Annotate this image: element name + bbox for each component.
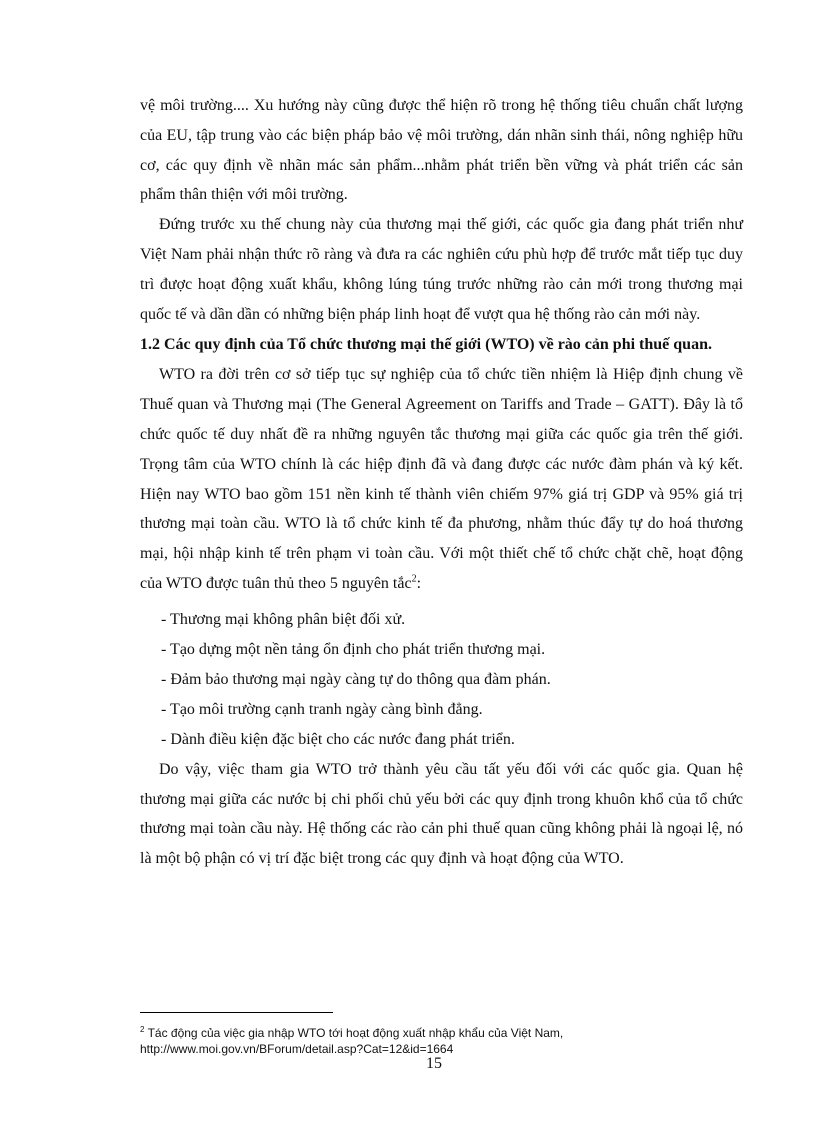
list-item: - Thương mại không phân biệt đối xử. xyxy=(161,610,406,628)
paragraph-developing-countries: Đứng trước xu thế chung này của thương mại thế giới, các quốc gia đang phát triển như Việt Nam phải nhận thức rõ ràng và đưa ra các nghiên cứu phù hợp để trước mắt tiếp tục duy trì được hoạt động xuất khẩu, không lúng túng trước những rào cản mới trong thương mại quốc tế và dần dần có những biện pháp linh hoạt để vượt qua hệ thống rào cản mới này. xyxy=(140,216,743,323)
footnote xyxy=(140,1025,760,1057)
list-item: - Dành điều kiện đặc biệt cho các nước đang phát triển. xyxy=(161,730,515,748)
footnote-title-line xyxy=(140,1025,760,1041)
wto-overview-text: WTO ra đời trên cơ sở tiếp tục sự nghiệp của tổ chức tiền nhiệm là Hiệp định chung về Thuế quan và Thương mại (The General Agreement on Tariffs and Trade – GATT). Đây là tổ chức quốc tế duy nhất đề ra những nguyên tắc thương mại giữa các quốc gia trên thế giới. Trọng tâm của WTO chính là các hiệp định đã và đang được các nước đàm phán và ký kết. Hiện nay WTO bao gồm 151 nền kinh tế thành viên chiếm 97% giá trị GDP và 95% giá trị thương mại toàn cầu. WTO là tổ chức kinh tế đa phương, nhằm thúc đẩy tự do hoá thương mại, hội nhập kinh tế trên phạm vi toàn cầu. Với một thiết chế tổ chức chặt chẽ, hoạt động của WTO được tuân thủ theo 5 nguyên tắc xyxy=(140,366,743,592)
page-number: 15 xyxy=(426,1055,442,1072)
paragraph-environment-trend: vệ môi trường.... Xu hướng này cũng được thể hiện rõ trong hệ thống tiêu chuẩn chất lượng của EU, tập trung vào các biện pháp bảo vệ môi trường, dán nhãn sinh thái, nông nghiệp hữu cơ, các quy định về nhãn mác sản phẩm...nhằm phát triển bền vững và phát triển các sản phẩm thân thiện với môi trường. xyxy=(140,97,743,204)
footnote-mark: 2 xyxy=(140,1025,145,1034)
footnote-url-link[interactable]: http://www.moi.gov.vn/BForum/detail.asp?Cat=12&id=1664 xyxy=(140,1042,454,1056)
paragraph-wto-overview xyxy=(140,360,743,598)
page-content xyxy=(140,91,743,874)
section-heading-wto-rules: 1.2 Các quy định của Tổ chức thương mại thế giới (WTO) về rào cản phi thuế quan. xyxy=(140,336,712,354)
wto-principles-list xyxy=(140,599,743,755)
footnote-divider xyxy=(140,1012,333,1013)
list-item: - Đảm bảo thương mại ngày càng tự do thông qua đàm phán. xyxy=(161,670,551,688)
footnote-text: Tác động của việc gia nhập WTO tới hoạt động xuất nhập khẩu của Việt Nam, xyxy=(144,1026,564,1040)
list-item: - Tạo môi trường cạnh tranh ngày càng bình đẳng. xyxy=(161,700,483,718)
paragraph-wto-conclusion: Do vậy, việc tham gia WTO trở thành yêu cầu tất yếu đối với các quốc gia. Quan hệ thương mại giữa các nước bị chi phối chủ yếu bởi các quy định trong khuôn khổ của tổ chức thương mại toàn cầu này. Hệ thống các rào cản phi thuế quan cũng không phải là ngoại lệ, nó là một bộ phận có vị trí đặc biệt trong các quy định và hoạt động của WTO. xyxy=(140,760,743,868)
footnote-reference[interactable]: 2 xyxy=(411,573,417,585)
wto-overview-colon: : xyxy=(416,574,422,592)
list-item: - Tạo dựng một nền tảng ổn định cho phát triển thương mại. xyxy=(161,640,546,658)
